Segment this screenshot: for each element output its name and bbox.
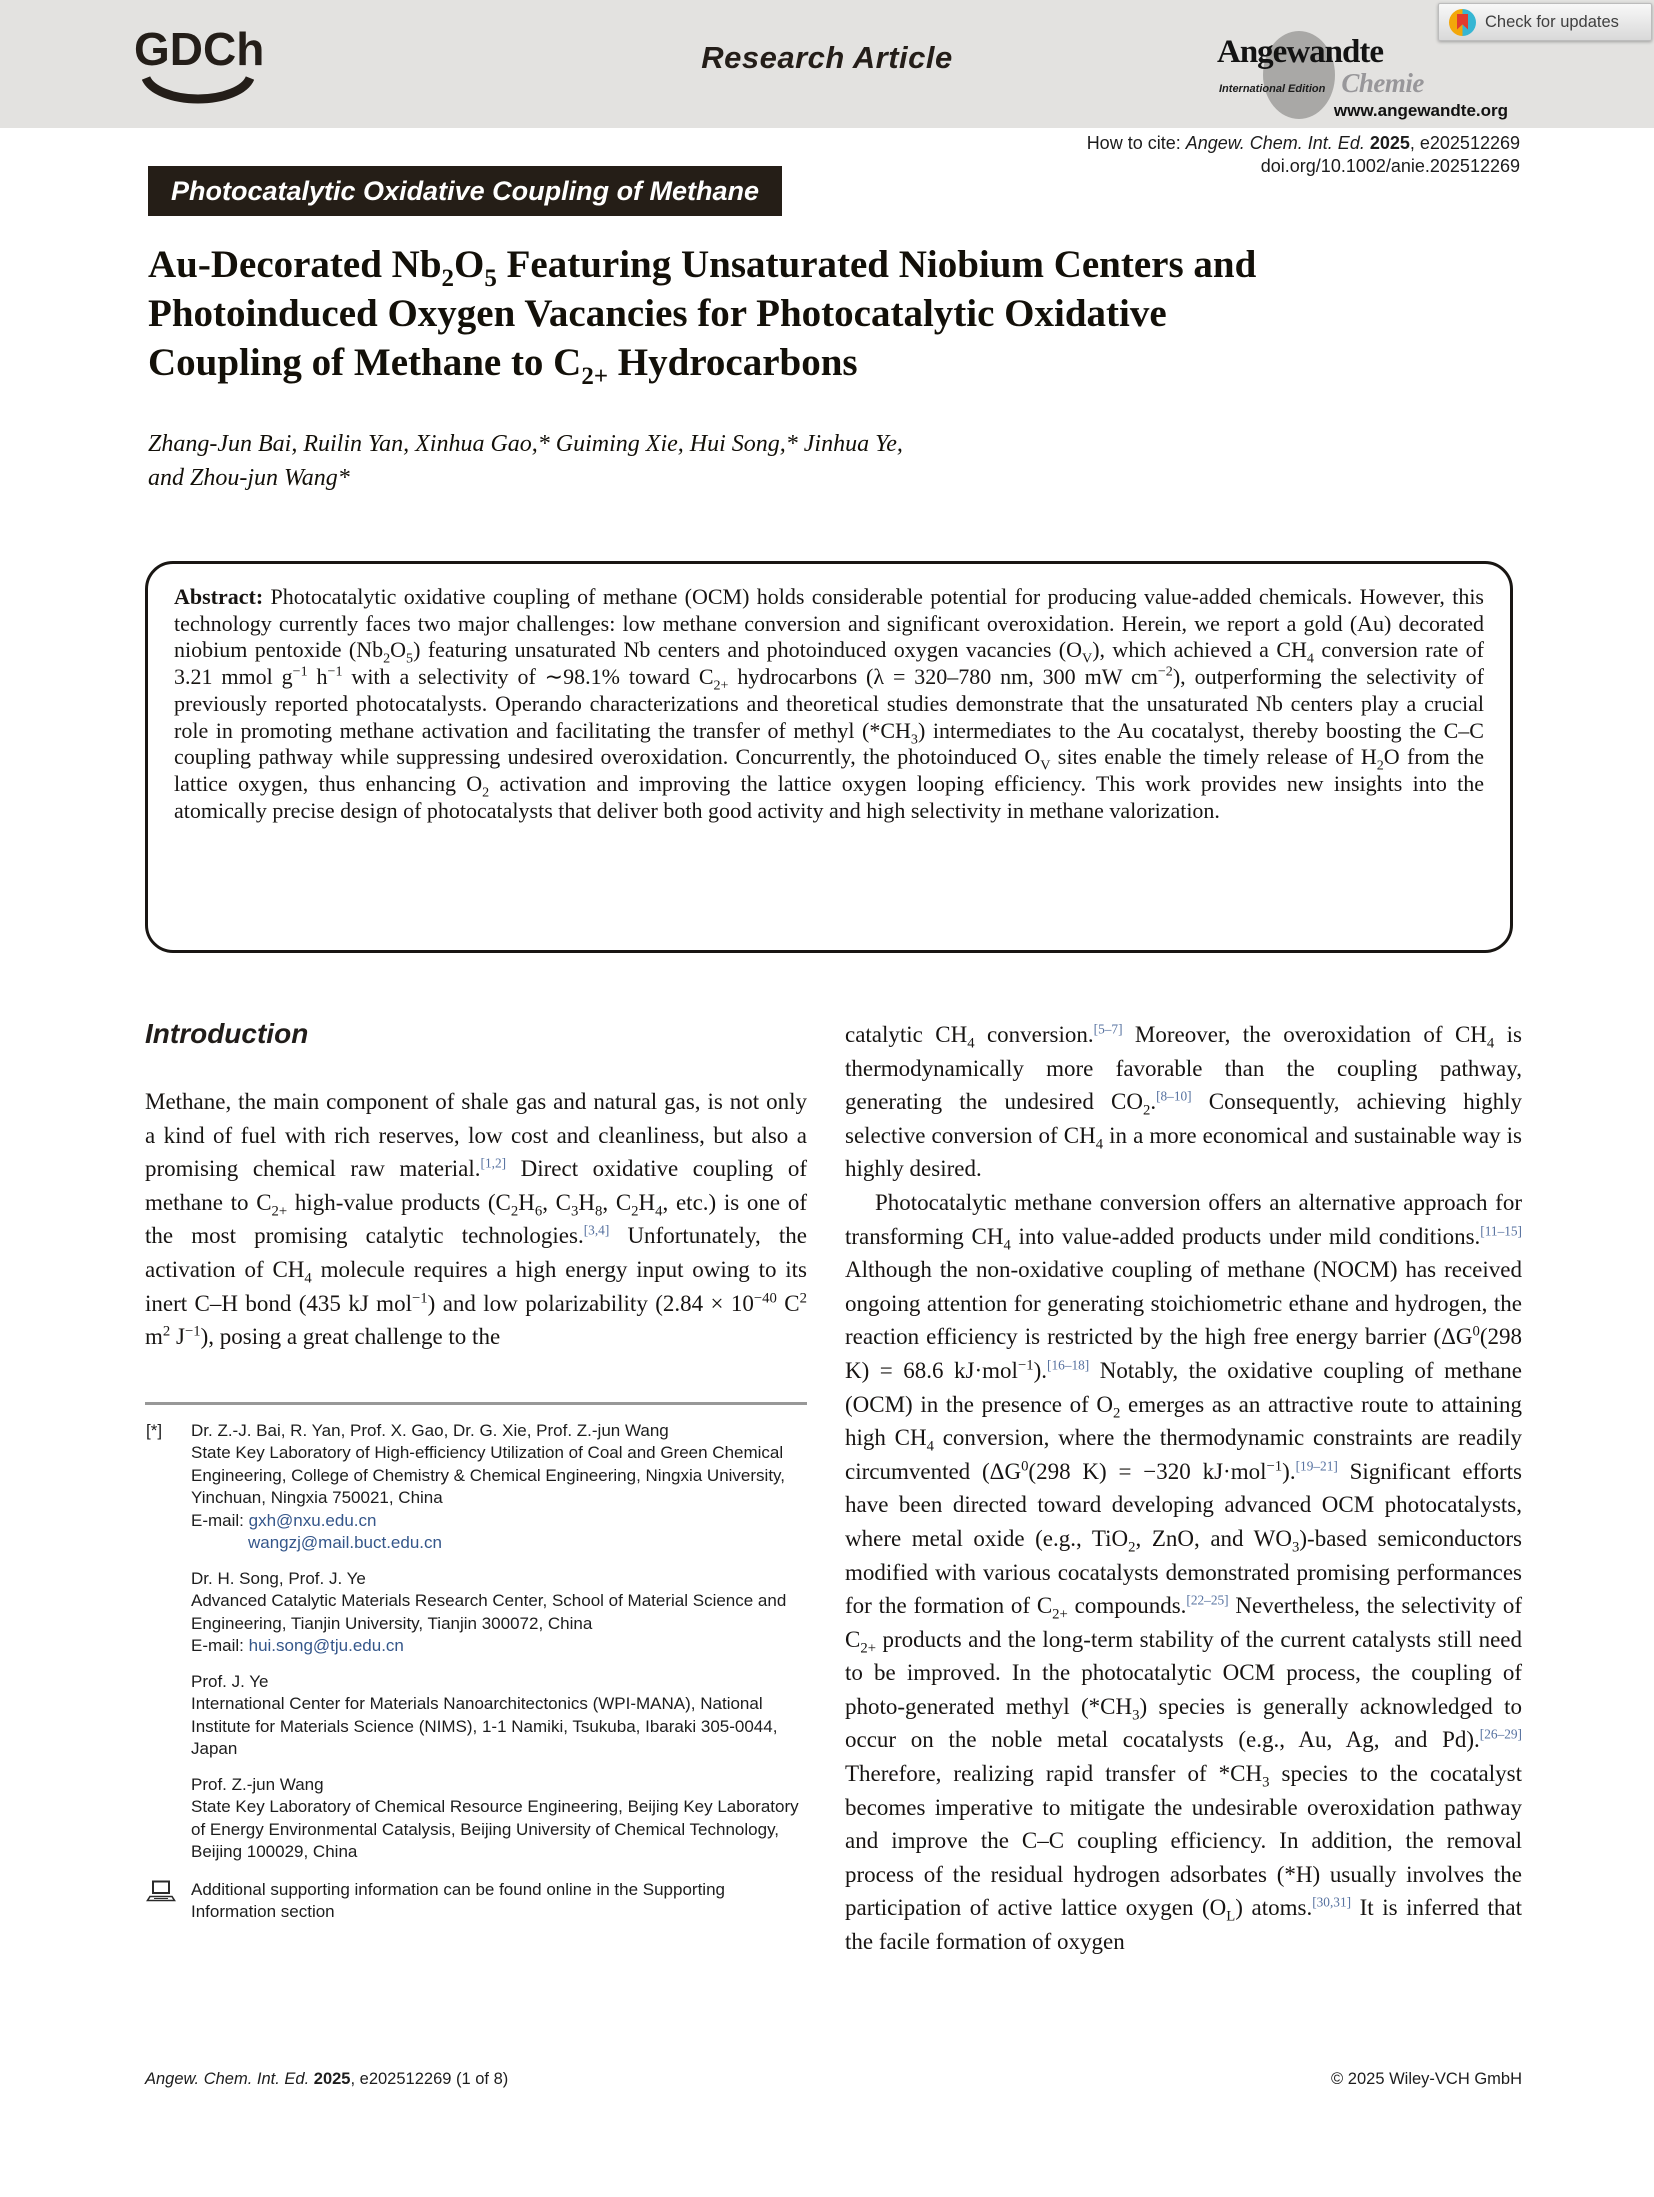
cite-journal: Angew. Chem. Int. Ed. — [1185, 133, 1370, 153]
footnote-group — [191, 1568, 807, 1658]
angewandte-logo — [1198, 36, 1508, 124]
body-paragraph: Photocatalytic methane conversion offers an alternative approach for transforming $CH_4$ into value-added products under mild conditions.[11–15] Although the non-oxidative coupling of methane (NOCM) has received ongoing attention for generating stoichiometric ethane and hydrogen, the reaction efficiency is restricted by the high free energy barrier ($\Delta G^0(298$ K) = 68.6 kJ·mol$^{-1}$).[16–18] Notably, the oxidative coupling of methane (OCM) in the presence of $O_2$ emerges as an attractive route to attaining high $CH_4$ conversion, where the thermodynamic constraints are readily circumvented ($\Delta G^0(298$ K) = −320 kJ·mol$^{-1}$).[19–21] Significant efforts have been directed toward developing advanced OCM photocatalysts, where metal oxide (e.g., TiO$_2$, ZnO, and $WO_3$)-based semiconductors modified with various cocatalysts demonstrated promising performances for the formation of $C_{2+}$ compounds.[22–25] Nevertheless, the selectivity of $C_{2+}$ products and the long-term stability of the current catalysts still need to be improved. In the photocatalytic OCM process, the coupling of photo-generated methyl $(*CH_3)$ species is generally acknowledged to occur on the noble metal cocatalysts (e.g., Au, Ag, and Pd).[26–29] Therefore, realizing rapid transfer of $*CH_3$ species to the cocatalyst becomes imperative to mitigate the undesirable overoxidation pathway and improve the C–C coupling efficiency. In addition, the removal process of the residual hydrogen adsorbates (*H) usually involves the participation of active lattice oxygen $(O_L)$ atoms.[30,31] It is inferred that the facile formation of oxygen — [845, 1189, 1522, 1955]
body-paragraph: catalytic $CH_4$ conversion.[5–7] Moreover, the overoxidation of $CH_4$ is thermodynamically more favorable than the coupling pathway, generating the undesired $CO_2.[8-10]$ Consequently, achieving highly selective conversion of $CH_4$ in a more economical and sustainable way is highly desired. — [845, 1021, 1522, 1182]
email-link[interactable]: wangzj@mail.buct.edu.cn — [248, 1533, 442, 1553]
crossmark-icon — [1449, 9, 1476, 36]
citation-ref[interactable]: [11–15] — [1480, 1222, 1522, 1238]
citation-ref[interactable]: [3,4] — [583, 1222, 610, 1238]
author-list: Zhang-Jun Bai, Ruilin Yan, Xinhua Gao,* Guiming Xie, Hui Song,* Jinhua Ye, and Zhou-jun Wang* — [148, 431, 903, 491]
section-heading-introduction: Introduction — [145, 1018, 309, 1049]
footnote-affiliation: Advanced Catalytic Materials Research Center, School of Material Science and Engineering, Tianjin University, Tianjin 300072, China — [191, 1591, 787, 1633]
footnote-authors: Dr. Z.-J. Bai, R. Yan, Prof. X. Gao, Dr. G. Xie, Prof. Z.-jun Wang — [191, 1420, 669, 1440]
footnote-authors: Prof. J. Ye — [191, 1671, 269, 1691]
article-title: Au-Decorated $Nb_2O_5$ Featuring Unsaturated Niobium Centers and Photoinduced Oxygen Vacancies for Photocatalytic Oxidative Coupling of Methane to $C_{2+}$ Hydrocarbons — [148, 243, 1257, 390]
footnote-authors: Dr. H. Song, Prof. J. Ye — [191, 1568, 366, 1588]
citation-ref[interactable]: [22–25] — [1186, 1592, 1229, 1608]
angewandte-title: Angewandte — [1217, 34, 1384, 70]
article-type-label: Research Article — [701, 40, 953, 75]
doi-link[interactable]: doi.org/10.1002/anie.202512269 — [1260, 156, 1520, 176]
cite-article-id: , e202512269 — [1409, 133, 1520, 153]
angewandte-subtitle-row — [1198, 70, 1508, 97]
cite-prefix: How to cite: — [1086, 133, 1186, 153]
gdch-logo-text: GDCh — [134, 23, 265, 75]
abstract-text: Photocatalytic oxidative coupling of methane (OCM) holds considerable potential for producing value-added chemicals. However, this technology currently faces two major challenges: low methane conversion and significant overoxidation. Herein, we report a gold (Au) decorated niobium pentoxide $(Nb_2O_5)$ featuring unsaturated Nb centers and photoinduced oxygen vacancies $(O_V)$, which achieved a $CH_4$ conversion rate of 3.21 mmol $g^{-1}$ $h^{-1}$ with a selectivity of ∼98.1% toward $C_{2+}$ hydrocarbons (λ = 320–780 nm, 300 mW $cm^{-2}$), outperforming the selectivity of previously reported photocatalysts. Operando characterizations and theoretical studies demonstrate that the unsaturated Nb centers play a crucial role in promoting methane activation and facilitating the transfer of methyl $(*CH_3)$ intermediates to the Au cocatalyst, thereby boosting the C–C coupling pathway while suppressing undesired overoxidation. Concurrently, the photoinduced $O_V$ sites enable the timely release of $H_2O$ from the lattice oxygen, thus enhancing $O_2$ activation and improving the lattice oxygen looping efficiency. This work provides new insights into the atomically precise design of photocatalysts that deliver both good activity and high selectivity in methane valorization. — [174, 584, 1484, 823]
citation-ref[interactable]: [8–10] — [1156, 1088, 1192, 1104]
article-body — [145, 1018, 1522, 1959]
footnote-marker: [*] — [146, 1420, 163, 1440]
left-column — [145, 1018, 807, 1959]
supporting-info-text: Additional supporting information can be found online in the Supporting Information section — [191, 1879, 725, 1922]
body-paragraph: Methane, the main component of shale gas and natural gas, is not only a kind of fuel with rich reserves, low cost and cleanliness, but also a promising chemical raw material.[1,2] Direct oxidative coupling of methane to $C_{2+}$ high-value products ($C_2H_6$, $C_3H_8$, $C_2H_4$, etc.) is one of the most promising catalytic technologies.[3,4] Unfortunately, the activation of $CH_4$ molecule requires a high energy input owing to its inert C–H bond (435 kJ mol$^{-1}$) and low polarizability ($2.84 \times 10^{-40}$ $C^2$ $m^2$ $J^{-1}$), posing a great challenge to the — [145, 1089, 808, 1350]
footnote-affiliation: State Key Laboratory of Chemical Resource Engineering, Beijing Key Laboratory of Energy Environmental Catalysis, Beijing University of Chemical Technology, Beijing 100029, China — [191, 1797, 799, 1862]
footnotes — [145, 1420, 807, 1924]
citation-ref[interactable]: [26–29] — [1479, 1726, 1522, 1742]
footnote-divider — [145, 1402, 807, 1405]
cite-year: 2025 — [1369, 133, 1410, 153]
gdch-arc-icon — [142, 75, 254, 105]
citation-ref[interactable]: [1,2] — [480, 1155, 507, 1171]
right-column — [845, 1018, 1522, 1959]
email-link[interactable]: hui.song@tju.edu.cn — [248, 1636, 404, 1656]
international-edition-label: International Edition — [1219, 83, 1326, 95]
footnote-email-row — [191, 1510, 807, 1555]
citation-ref[interactable]: [19–21] — [1295, 1458, 1338, 1474]
abstract-label: Abstract: — [174, 584, 271, 609]
abstract-box — [145, 561, 1513, 953]
footnote-group — [191, 1774, 807, 1864]
laptop-icon — [146, 1880, 176, 1903]
email-label: E-mail: — [191, 1636, 249, 1656]
email-link[interactable]: gxh@nxu.edu.cn — [248, 1510, 377, 1530]
bookmark-icon — [1457, 14, 1468, 30]
supporting-info-note — [191, 1879, 807, 1924]
footnote-affiliation: International Center for Materials Nanoarchitectonics (WPI-MANA), National Institute for Materials Science (NIMS), 1-1 Namiki, Tsukuba, Ibaraki 305-0044, Japan — [191, 1694, 778, 1759]
footnote-email-row — [191, 1635, 807, 1658]
page-footer — [145, 2070, 1522, 2089]
check-for-updates-label: Check for updates — [1485, 12, 1619, 31]
citation-info — [1087, 132, 1520, 178]
footer-citation — [145, 2070, 508, 2089]
cite-line — [1087, 132, 1520, 155]
footnote-affiliation: State Key Laboratory of High-efficiency Utilization of Coal and Green Chemical Engineering, College of Chemistry & Chemical Engineering, Ningxia University, Yinchuan, Ningxia 750021, China — [191, 1443, 786, 1508]
chemie-label: Chemie — [1341, 68, 1424, 98]
citation-ref[interactable]: [5–7] — [1093, 1021, 1123, 1037]
footer-copyright: © 2025 Wiley-VCH GmbH — [1331, 2070, 1522, 2088]
footnote-group — [191, 1671, 807, 1761]
citation-ref[interactable]: [16–18] — [1047, 1357, 1090, 1373]
footer-article-id: , e202512269 (1 of 8) — [350, 2070, 509, 2088]
footnote-email-row — [248, 1532, 807, 1555]
angewandte-website-link[interactable]: www.angewandte.org — [1333, 101, 1508, 120]
footer-journal: Angew. Chem. Int. Ed. — [145, 2070, 314, 2088]
footnote-authors: Prof. Z.-jun Wang — [191, 1774, 324, 1794]
citation-ref[interactable]: [30,31] — [1312, 1894, 1352, 1910]
footnote-group — [191, 1420, 807, 1555]
subject-banner: Photocatalytic Oxidative Coupling of Methane — [148, 166, 782, 216]
footer-year: 2025 — [313, 2070, 351, 2088]
email-label: E-mail: — [191, 1510, 249, 1530]
page-header — [0, 0, 1654, 128]
check-for-updates-button[interactable] — [1438, 3, 1652, 41]
